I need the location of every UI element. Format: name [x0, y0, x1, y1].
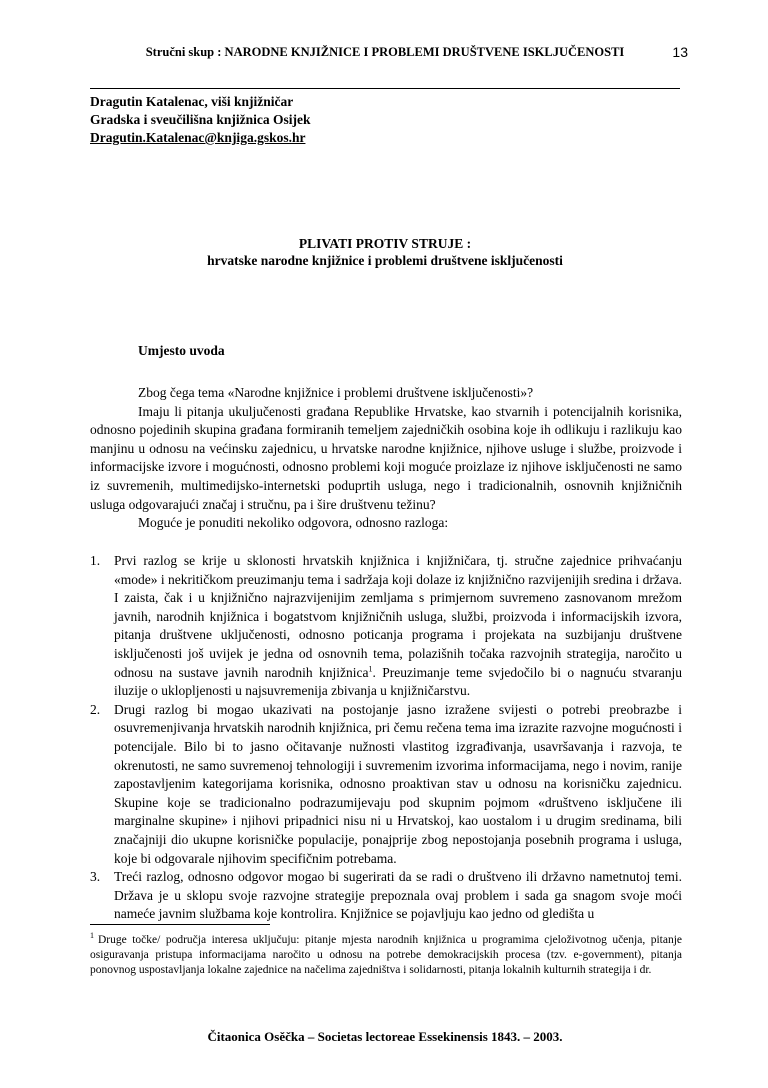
- list-item-text: . Preuzimanje teme svjedočilo bi o nagnuću stvaranju iluzije o uklopljenosti u najsuvremenija zbivanja u knjižničarstvu.: [114, 664, 682, 699]
- footnote-separator: [90, 924, 270, 925]
- author-block: [90, 93, 590, 147]
- article-title: PLIVATI PROTIV STRUJE :: [298, 236, 472, 251]
- footnote-number: 1: [90, 931, 94, 941]
- footnote-reference[interactable]: 1: [368, 664, 373, 674]
- page-number: 13: [672, 44, 688, 60]
- intro-paragraph: Imaju li pitanja ukuljučenosti građana Republike Hrvatske, kao stvarnih i potencijalnih korisnika, odnosno pojedinih skupina građana formiranih temeljem zajedničkih osobina koje ih odlikuju i razlikuju kao manjinu u odnosu na većinsku zajednicu, u hrvatske narodne knjižnice, njihove usluge i službe, proizvode i informacijske izvore i mogućnosti, odnosno problemi koji moguće proizlaze iz njihove isključenosti ne samo iz suvremenih, multimedijsko-internetski poduprtih usluga, nego i tradicionalnih, osnovnih knjižničnih usluga odgovarajući značaj i stručnu, pa i šire društvenu težinu?: [90, 403, 682, 512]
- author-name: Dragutin Katalenac, viši knjižničar: [90, 94, 294, 109]
- list-item-text: Prvi razlog se krije u sklonosti hrvatskih knjižnica i knjižničara, tj. stručne zajednice prihvaćanju «mode» i nekritičkom preuzimanju tema i sadržaja koji dolaze iz knjižnično razvijenijih sredina i država. I zaista, čak i u knjižnično najrazvijenijim zemljama s primjernom suvremeno zasnovanom mrežom javnih, narodnih knjižnica i bogatstvom knjižničnih usluga, službi, proizvoda i informacijskih izvora, pitanja društvene uključenosti, odnosno poticanja programa i projekata na suzbijanju društvene isključenosti još uvijek je jedna od osnovnih tema, polazišnih točaka razvojnih strategija, naročito u odnosu na sustave javnih narodnih knjižnica: [114, 553, 682, 680]
- intro-text: [90, 384, 682, 533]
- author-institution: Gradska i sveučilišna knjižnica Osijek: [90, 112, 311, 127]
- article-subtitle: hrvatske narodne knjižnice i problemi društvene isključenosti: [207, 253, 563, 268]
- footnote: [90, 933, 682, 978]
- list-item-number: 3.: [90, 869, 101, 885]
- list-item: [90, 552, 682, 701]
- footnote-text: Druge točke/ područja interesa uključuju: pitanje mjesta narodnih knjižnica u programima cjeloživotnog učenja, pitanje osiguravanja pristupa informacijama naročito u odnosu na potrebe demokracijskih procesa (tzv. e-government), pitanja ponovnog uspostavljanja lokalne zajednice na načelima zajedništva i solidarnosti, pitanja lokalnih kulturnih strategija i dr.: [90, 934, 682, 976]
- section-heading: Umjesto uvoda: [138, 343, 225, 358]
- list-item-number: 1.: [90, 553, 101, 568]
- list-item-text: Treći razlog, odnosno odgovor mogao bi sugerirati da se radi o društveno ili državno nametnutoj temi. Država je u sklopu svoje razvojne strategije prepoznala ovaj problem i sada ga snagom svoje moći nameće javnim službama koje kontrolira. Knjižnice se pojavljuju kao jedno od gledišta u: [114, 869, 682, 922]
- list-item: [90, 701, 682, 868]
- list-item: [90, 868, 682, 924]
- running-head: Stručni skup : NARODNE KNJIŽNICE I PROBLEMI DRUŠTVENE ISKLJUČENOSTI: [145, 45, 625, 59]
- list-item-number: 2.: [90, 701, 101, 717]
- author-email-link[interactable]: Dragutin.Katalenac@knjiga.gskos.hr: [90, 130, 306, 145]
- header-rule: [90, 88, 680, 89]
- reasons-list: [90, 552, 682, 924]
- list-item-text: Drugi razlog bi mogao ukazivati na postojanje jasno izražene svijesti o potrebi preobrazbe i osuvremenjivanja hrvatskih narodnih knjižnica, pri čemu rečena tema ima izrazite razvojne mogućnosti i potencijale. Bilo bi to jasno očitavanje nužnosti vlastitog izgrađivanja, usavršavanja i razvoja, te okrenutosti, ne samo suvremenoj tehnologiji i suvremenim izvorima informacijama, nego i novim, ranije zapostavljenim kategorijama korisnika, odnosno proaktivan stav u odnosu na korisničku zajednicu. Skupine koje se tradicionalno podrazumijevaju pod skupnim pojmom «društveno isključene ili marginalne skupine» i njihovi pripadnici nisu ni u Hrvatskoj, kao uostalom i u drugim sredinama, bili značajniji dio ukupne korisničke populacije, ponajprije zbog nepostojanja posebnih programa i usluga, koje bi odgovarale njihovim specifičnim potrebama.: [114, 701, 682, 866]
- page-footer: Čitaonica Osěčka – Societas lectoreae Essekinensis 1843. – 2003.: [207, 1029, 563, 1044]
- intro-paragraph: Zbog čega tema «Narodne knjižnice i problemi društvene isključenosti»?: [138, 385, 534, 400]
- article-title-block: [90, 235, 680, 269]
- intro-paragraph: Moguće je ponuditi nekoliko odgovora, odnosno razloga:: [138, 515, 449, 531]
